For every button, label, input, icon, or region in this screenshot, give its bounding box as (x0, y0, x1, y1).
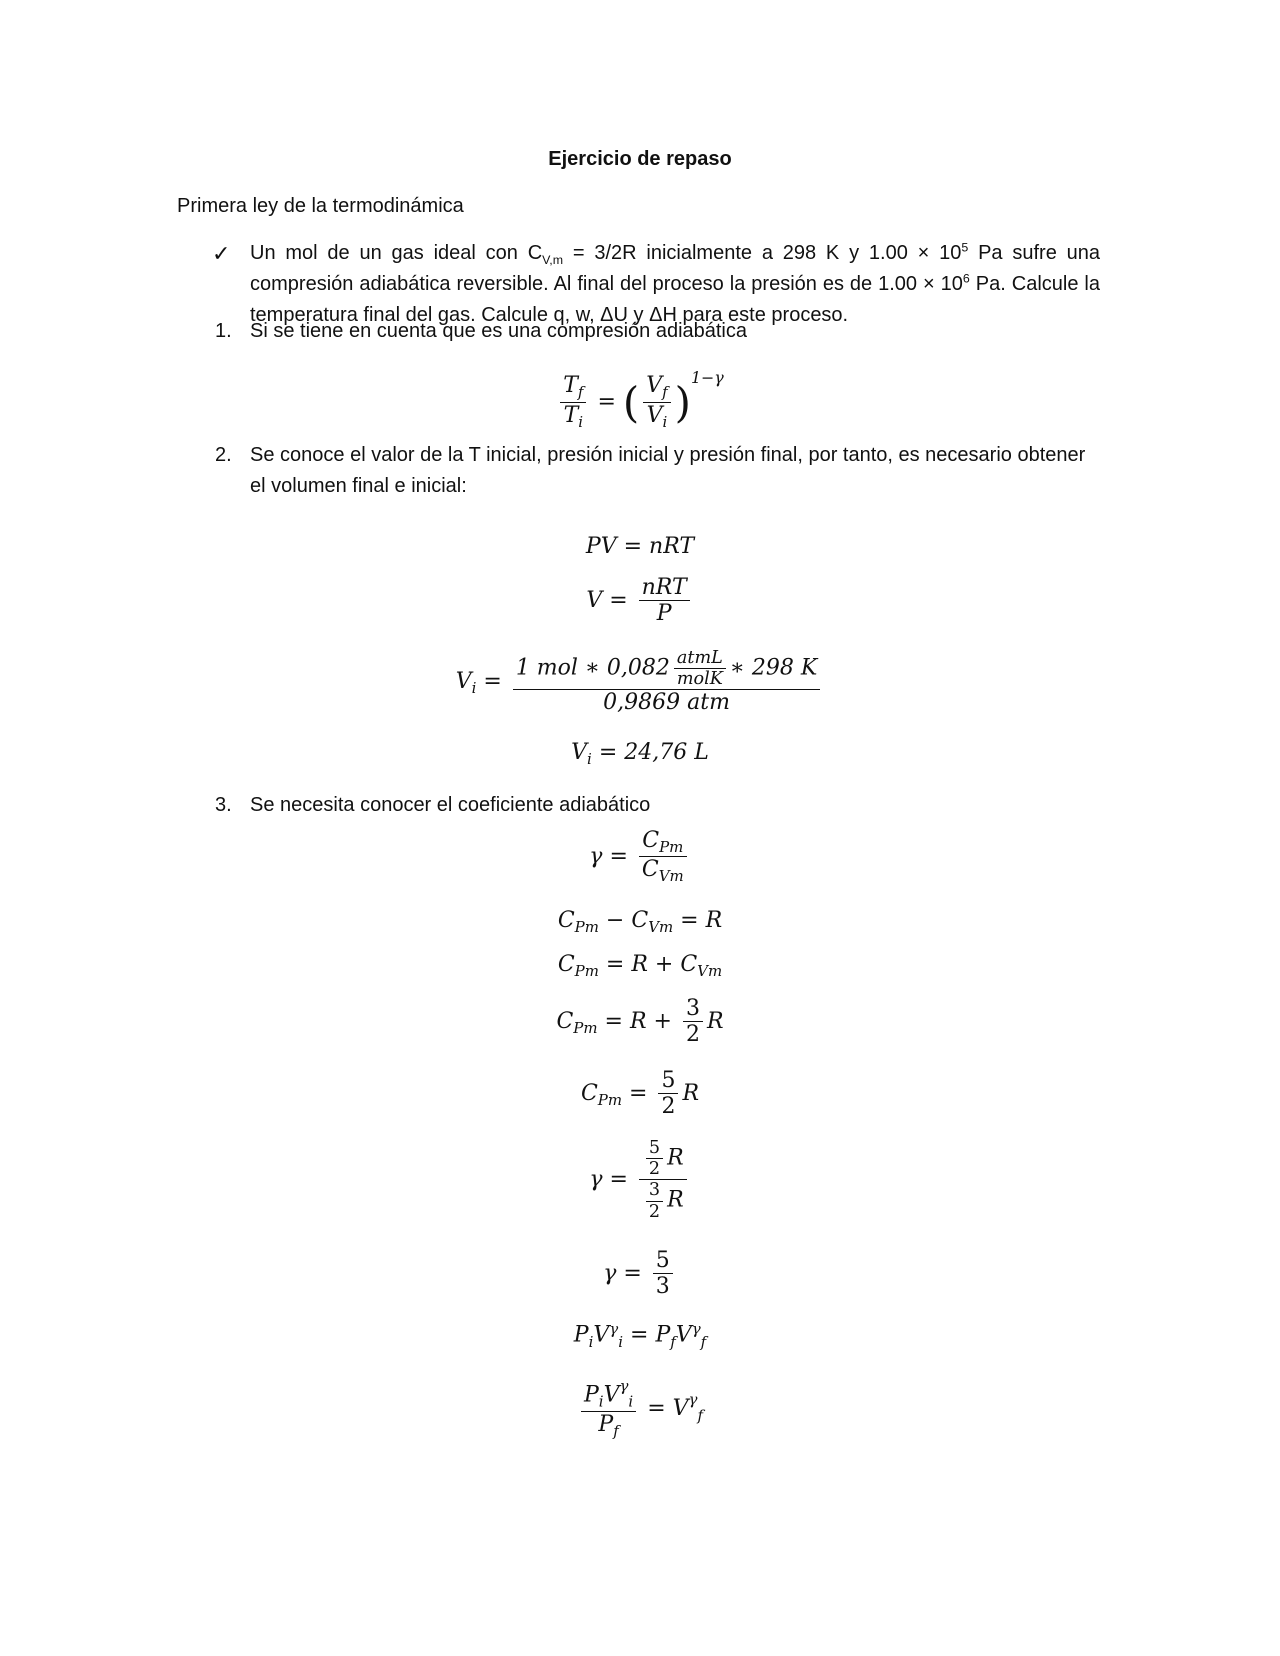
equation-gamma-ratio (0, 1138, 1280, 1222)
equation-term: ∗ 298 K (729, 655, 818, 681)
cv-subscript: V,m (542, 253, 564, 267)
equation-final-volume-power (0, 1378, 1280, 1440)
equation-term: 3 (655, 1274, 670, 1300)
equation-term: V (646, 402, 663, 428)
equation-term: R (667, 1188, 684, 1214)
equation-term: 5 (658, 1068, 678, 1094)
equation-term: 2 (648, 1159, 661, 1180)
equation-mayer-relation (0, 908, 1280, 936)
equation-term: V (593, 1322, 610, 1348)
equation-term: γ (688, 1390, 698, 1409)
problem-text-1: Un mol de un gas ideal con C (250, 242, 543, 264)
equation-term: Pm (597, 1091, 623, 1110)
equation-term: = R + C (605, 952, 698, 977)
equation-term: C (580, 1080, 598, 1106)
step-text: Se conoce el valor de la T inicial, presión inicial y presión final, por tanto, es necesario obtener el volumen final e inicial: (250, 444, 1086, 497)
equation-term: = 24,76 L (598, 740, 709, 765)
equation-term: nRT (639, 575, 690, 601)
equation-term: i (588, 1332, 594, 1351)
step-text: Si se tiene en cuenta que es una compresión adiabática (250, 320, 748, 342)
problem-text-3: Pa sufre una compresión adiabática reversible. Al final del proceso la presión es de 1.00 × 10 (250, 242, 1101, 295)
equation-term: = (483, 668, 502, 694)
equation-term: V (571, 740, 588, 765)
equation-term: 0,9869 atm (603, 690, 730, 716)
equation-term: 5 (653, 1248, 673, 1274)
equation-term: atmL (674, 648, 726, 669)
checkmark-icon: ✓ (212, 241, 231, 266)
equation-term: i (471, 679, 477, 698)
equation-term: C (557, 952, 575, 977)
equation-term: P (583, 1382, 599, 1408)
equation-volume (0, 575, 1280, 627)
equation-term: V (675, 1322, 692, 1348)
equation-term: 2 (661, 1094, 676, 1120)
equation-term: Vm (648, 918, 674, 937)
equation-initial-volume-result (0, 740, 1280, 768)
equation-term: = (630, 1322, 649, 1348)
equation-term: molK (676, 669, 723, 690)
equation-gamma-value (0, 1248, 1280, 1300)
equation-term: 2 (648, 1201, 661, 1222)
equation-term: = (597, 389, 616, 415)
equation-gamma-definition (0, 828, 1280, 886)
equation-term: P (656, 601, 672, 627)
step-number: 3. (215, 794, 232, 816)
equation-term: Pm (659, 838, 684, 857)
equation-initial-volume (0, 648, 1280, 716)
equation-term: R (706, 1008, 724, 1034)
equation-term: − (605, 908, 625, 933)
equation-term: i (618, 1332, 624, 1351)
equation-cp-sum (0, 952, 1280, 980)
step-text: Se necesita conocer el coeficiente adiabático (250, 794, 651, 816)
problem-text-4: Pa. Calcule la temperatura final del gas. Calcule q, w, ΔU y ΔH para este proceso. (250, 273, 1100, 326)
equation-term: γ = (589, 843, 628, 869)
exponent-2: 6 (962, 271, 970, 286)
equation-cp-substitution (0, 996, 1280, 1048)
equation-term: Pm (574, 918, 599, 937)
equation-term: i (662, 413, 668, 432)
equation-adiabatic-ratio: $\frac{T_f}{T_i}$ = ( $\frac{V_f}{V_i}$ )$^{1-\gamma}$ (0, 368, 1280, 431)
equation-term: V (603, 1382, 620, 1408)
equation-poisson (0, 1322, 1280, 1351)
equation-term: = (629, 1080, 648, 1106)
equation-term: Vm (658, 867, 684, 886)
equation-term: T (563, 373, 578, 399)
equation-ideal-gas: PV = nRT (585, 534, 695, 559)
equation-term: γ = (603, 1260, 642, 1286)
equation-term: γ (691, 1320, 701, 1338)
equation-term: V (646, 373, 663, 399)
equation-term: 1−γ (690, 368, 724, 387)
equation-term: f (700, 1332, 707, 1351)
section-subtitle: Primera ley de la termodinámica (177, 195, 464, 217)
equation-term: γ = (589, 1166, 628, 1192)
equation-term: P (573, 1322, 589, 1348)
equation-term: V (672, 1396, 689, 1422)
equation-term: 3 (683, 996, 703, 1022)
equation-term: 3 (646, 1180, 663, 1201)
equation-term: C (631, 908, 649, 933)
problem-text-2: = 3/2R inicialmente a 298 K y 1.00 × 10 (563, 242, 962, 264)
equation-term: = R (680, 908, 723, 933)
equation-term: C (641, 857, 659, 883)
equation-term: Pm (574, 962, 599, 981)
step-number: 2. (215, 444, 232, 466)
equation-term: T (563, 402, 579, 428)
equation-term: = (647, 1396, 666, 1422)
equation-term: γ (609, 1320, 619, 1338)
equation-term: 1 mol ∗ 0,082 (515, 655, 670, 681)
page-title: Ejercicio de repaso (548, 148, 732, 170)
equation-term: f (662, 383, 668, 402)
equation-term: i (587, 750, 592, 769)
equation-term: 5 (646, 1138, 663, 1159)
exponent-1: 5 (961, 240, 969, 255)
equation-term: i (598, 1392, 604, 1411)
equation-term: V = (586, 587, 628, 613)
equation-term: i (628, 1392, 634, 1411)
equation-term: = R + (604, 1008, 672, 1034)
equation-term: i (578, 413, 584, 432)
equation-term: P (655, 1322, 671, 1348)
equation-term: P (598, 1411, 614, 1437)
equation-term: R (667, 1145, 684, 1171)
equation-term: f (670, 1332, 676, 1351)
equation-cp-result (0, 1068, 1280, 1120)
equation-term: γ (619, 1377, 629, 1395)
equation-term: C (556, 1008, 574, 1034)
equation-term: V (455, 668, 472, 694)
equation-term: Pm (573, 1019, 598, 1038)
equation-term: f (613, 1422, 619, 1441)
equation-term: R (682, 1080, 700, 1106)
step-number: 1. (215, 320, 232, 342)
equation-term: Vm (697, 962, 723, 981)
equation-term: C (557, 908, 575, 933)
equation-term: C (642, 828, 660, 853)
equation-term: 2 (685, 1022, 700, 1048)
equation-term: f (577, 383, 584, 402)
equation-term: f (697, 1406, 704, 1425)
